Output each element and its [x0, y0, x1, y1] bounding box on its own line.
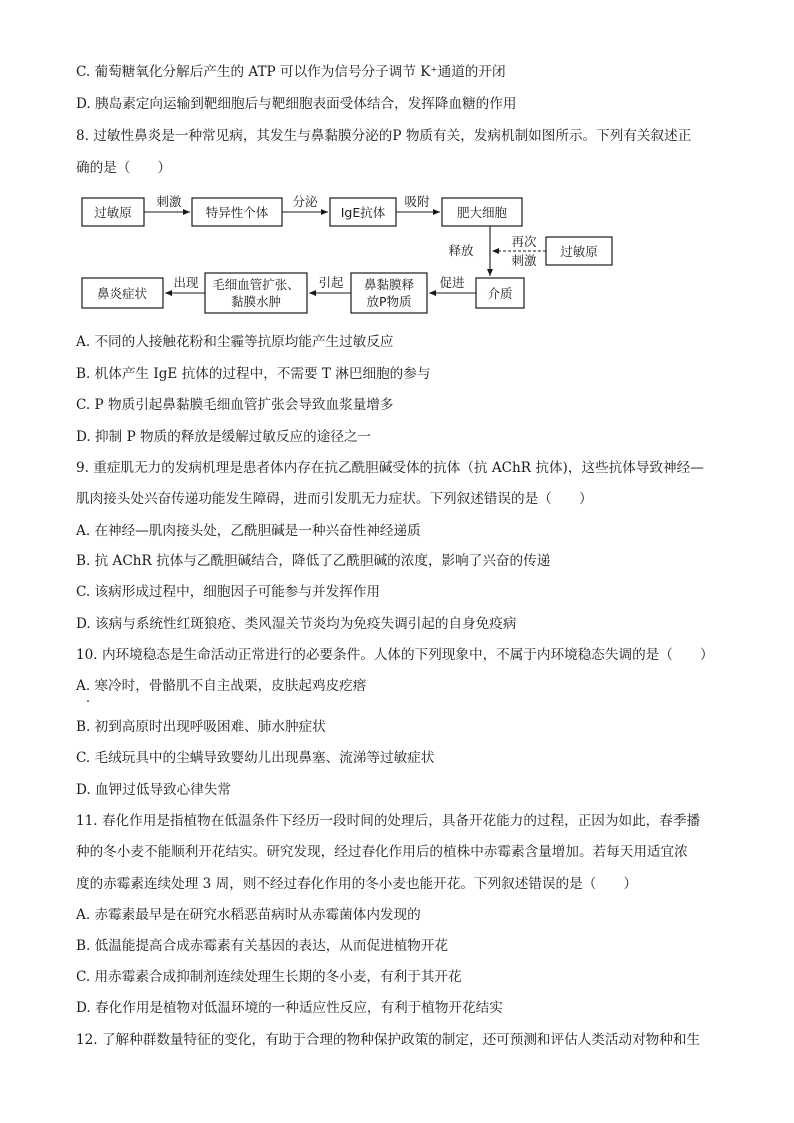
q9-option-a: A. 在神经—肌肉接头处，乙酰胆碱是一种兴奋性神经递质	[76, 523, 421, 539]
stray-dot	[87, 700, 89, 702]
question-12-stem: 12. 了解种群数量特征的变化，有助于合理的物种保护政策的制定，还可预测和评估人类活动对物种和生	[76, 1032, 701, 1048]
question-10-stem: 10. 内环境稳态是生命活动正常进行的必要条件。人体的下列现象中，不属于内环境稳态失调的是（ ）	[76, 647, 714, 663]
q11-option-c: C. 用赤霉素合成抑制剂连续处理生长期的冬小麦，有利于其开花	[76, 969, 462, 985]
option-c-prev: C. 葡萄糖氧化分解后产生的 ATP 可以作为信号分子调节 K⁺通道的开闭	[76, 64, 506, 80]
q10-option-c: C. 毛绒玩具中的尘螨导致婴幼儿出现鼻塞、流涕等过敏症状	[76, 750, 435, 766]
mechanism-flow-diagram	[0, 180, 794, 315]
ige-antibody-label: IgE抗体	[340, 205, 386, 220]
q11-option-a: A. 赤霉素最早是在研究水稻恶苗病时从赤霉菌体内发现的	[76, 907, 421, 923]
question-11-stem-cont2: 度的赤霉素连续处理 3 周，则不经过春化作用的冬小麦也能开花。下列叙述错误的是（ ）	[76, 876, 638, 892]
again-label: 再次	[511, 234, 537, 249]
q8-option-c: C. P 物质引起鼻黏膜毛细血管扩张会导致血浆量增多	[76, 397, 394, 413]
option-d-prev: D. 胰岛素定向运输到靶细胞后与靶细胞表面受体结合，发挥降血糖的作用	[76, 96, 517, 112]
question-8-stem: 8. 过敏性鼻炎是一种常见病，其发生与鼻黏膜分泌的P 物质有关，发病机制如图所示。下列有关叙述正	[76, 128, 692, 144]
stimulate-label: 刺激	[156, 194, 182, 209]
q10-option-a: A. 寒冷时，骨骼肌不自主战栗，皮肤起鸡皮疙瘩	[76, 678, 367, 694]
capillary-label-2: 黏膜水肿	[230, 294, 282, 309]
question-9-stem-cont: 肌肉接头处兴奋传递功能发生障碍，进而引发肌无力症状。下列叙述错误的是（ ）	[76, 491, 593, 507]
nasal-mucosa-label-2: 放P物质	[366, 294, 412, 309]
q10-option-d: D. 血钾过低导致心律失常	[76, 782, 231, 798]
rhinitis-label: 鼻炎症状	[96, 286, 148, 301]
q9-option-c: C. 该病形成过程中，细胞因子可能参与并发挥作用	[76, 584, 381, 600]
question-9-stem: 9. 重症肌无力的发病机理是患者体内存在抗乙酰胆碱受体的抗体（抗 AChR 抗体)，这些抗体导致神经—	[76, 460, 704, 476]
allergen-again-label: 过敏原	[560, 244, 598, 259]
question-8-stem-cont: 确的是（ ）	[76, 160, 172, 176]
q9-option-b: B. 抗 AChR 抗体与乙酰胆碱结合，降低了乙酰胆碱的浓度，影响了兴奋的传递	[76, 553, 551, 569]
q11-option-d: D. 春化作用是植物对低温环境的一种适应性反应，有利于植物开花结实	[76, 1000, 503, 1016]
q10-option-b: B. 初到高原时出现呼吸困难、肺水肿症状	[76, 719, 326, 735]
specific-individual-label: 特异性个体	[205, 205, 269, 220]
q8-option-b: B. 机体产生 IgE 抗体的过程中，不需要 T 淋巴细胞的参与	[76, 366, 431, 382]
q9-option-d: D. 该病与系统性红斑狼疮、类风湿关节炎均为免疫失调引起的自身免疫病	[76, 616, 517, 632]
capillary-label-1: 毛细血管扩张、	[212, 277, 300, 292]
q11-option-b: B. 低温能提高合成赤霉素有关基因的表达，从而促进植物开花	[76, 938, 449, 954]
adsorb-label: 吸附	[404, 194, 430, 209]
promote-label: 促进	[439, 275, 465, 290]
mediator-label: 介质	[487, 286, 513, 301]
q8-option-d: D. 抑制 P 物质的释放是缓解过敏反应的途径之一	[76, 429, 372, 445]
cause-label: 引起	[318, 275, 344, 290]
release-label: 释放	[448, 243, 474, 258]
secrete-label: 分泌	[292, 194, 318, 209]
question-11-stem-cont: 种的冬小麦不能顺利开花结实。研究发现，经过春化作用后的植株中赤霉素含量增加。若每天用适宜浓	[76, 844, 688, 860]
mast-cell-label: 肥大细胞	[456, 205, 508, 220]
appear-label: 出现	[173, 275, 199, 290]
allergen-label: 过敏原	[94, 205, 132, 220]
stimulate-again-label: 刺激	[511, 253, 537, 268]
nasal-mucosa-label-1: 鼻黏膜释	[363, 277, 415, 292]
q8-option-a: A. 不同的人接触花粉和尘霾等抗原均能产生过敏反应	[76, 334, 394, 350]
question-11-stem: 11. 春化作用是指植物在低温条件下经历一段时间的处理后，具备开花能力的过程，正因为如此，春季播	[76, 813, 701, 829]
